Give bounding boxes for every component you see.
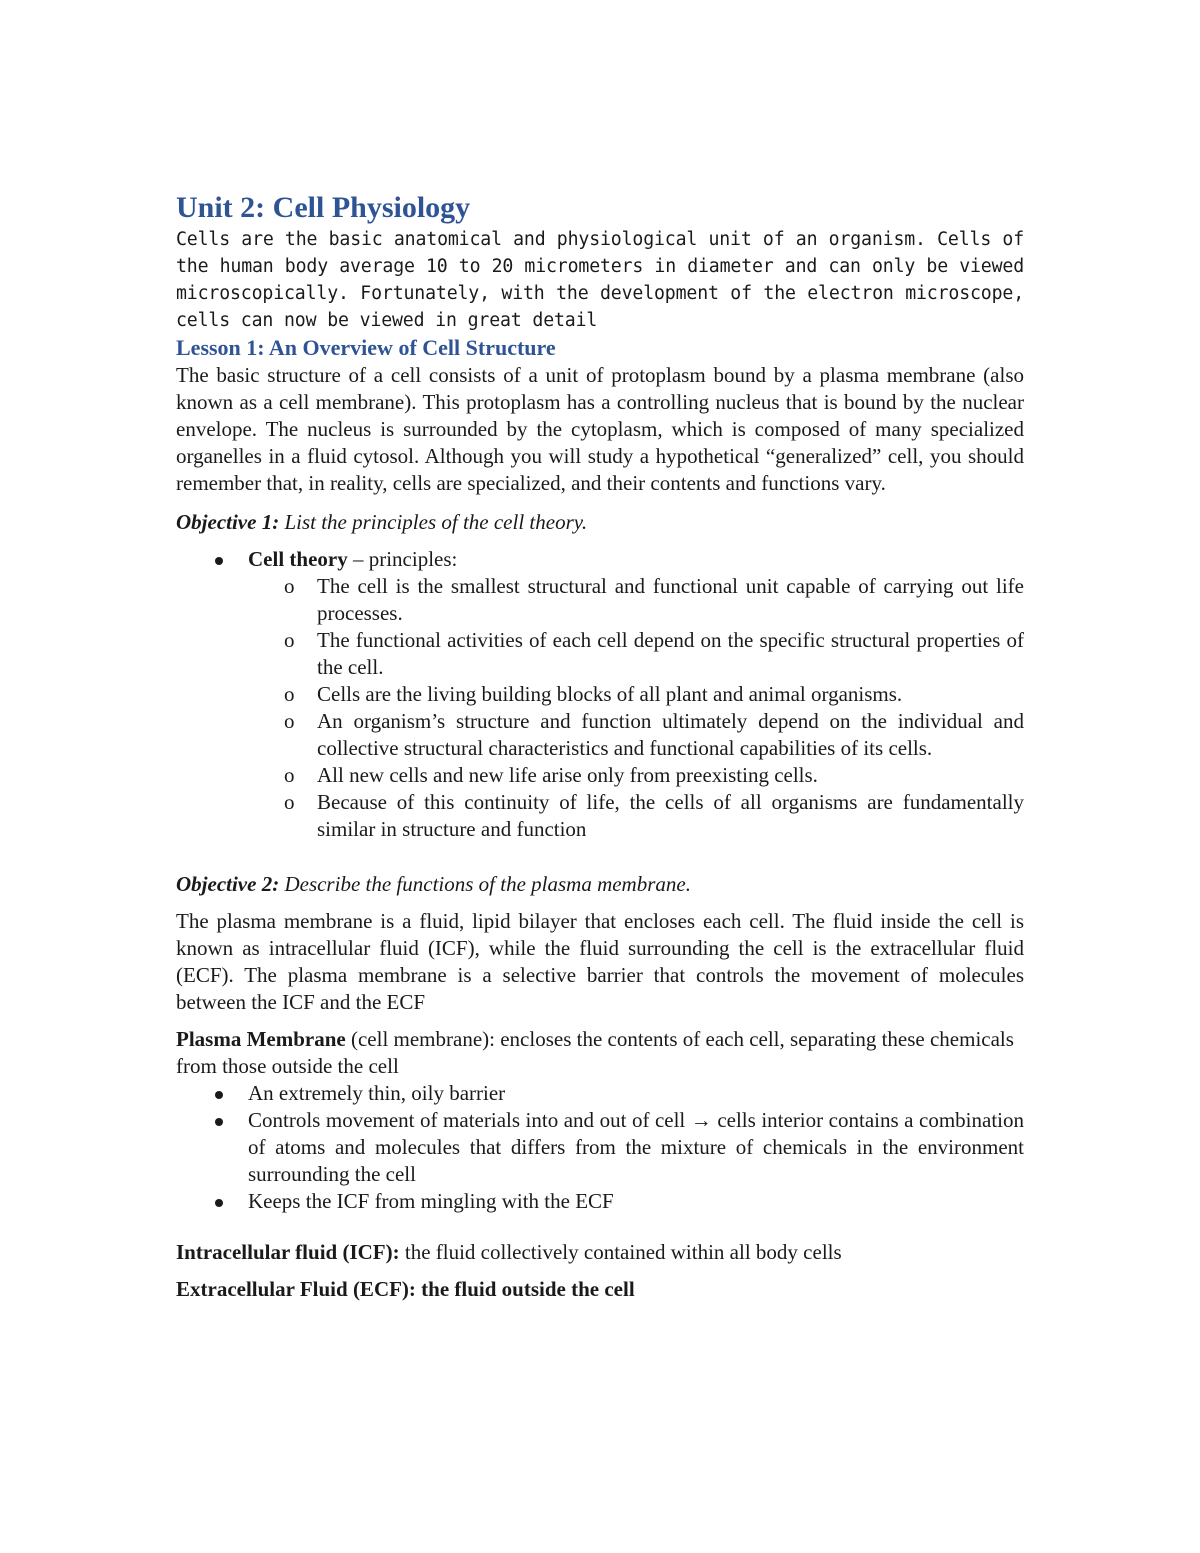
plasma-membrane-list <box>176 1080 1024 1215</box>
cell-theory-item <box>176 546 1024 573</box>
cell-theory-term: Cell theory <box>248 547 348 571</box>
control-item-after: cells interior contains a combination of atoms and molecules that differs from the mixture of chemicals in the environment surrounding the cell <box>248 1108 1024 1186</box>
control-item-before: Controls movement of materials into and out of cell <box>248 1108 691 1132</box>
membrane-paragraph: The plasma membrane is a fluid, lipid bilayer that encloses each cell. The fluid inside the cell is known as intracellular fluid (ICF), while the fluid surrounding the cell is the extracellular fluid (ECF). The plasma membrane is a selective barrier that controls the movement of molecules between the ICF and the ECF <box>176 909 1024 1014</box>
circle-bullet-icon: o <box>284 574 295 598</box>
lesson-1-paragraph: The basic structure of a cell consists of a unit of protoplasm bound by a plasma membrane (also known as a cell membrane). This protoplasm has a controlling nucleus that is bound by the nuclear envelope. The nucleus is surrounded by the cytoplasm, which is composed of many specialized organelles in a fluid cytosol. Although you will study a hypothetical “generalized” cell, you should remember that, in reality, cells are specialized, and their contents and functions vary. <box>176 363 1024 495</box>
bullet-icon <box>215 557 223 565</box>
bullet-icon <box>215 1199 223 1207</box>
document-page <box>176 190 1024 1313</box>
plasma-membrane-item <box>176 1107 1024 1188</box>
principle-text: The functional activities of each cell depend on the specific structural properties of the cell. <box>317 628 1024 679</box>
principle-text: Because of this continuity of life, the cells of all organisms are fundamentally similar in structure and function <box>317 790 1024 841</box>
objective-2 <box>176 871 1024 898</box>
circle-bullet-icon: o <box>284 682 295 706</box>
arrow-right-icon: → <box>690 1108 712 1132</box>
page-title: Unit 2: Cell Physiology <box>176 191 471 224</box>
circle-bullet-icon: o <box>284 709 295 733</box>
plasma-membrane-item <box>176 1080 1024 1107</box>
objective-1-text: List the principles of the cell theory. <box>279 510 588 534</box>
objective-2-label: Objective 2: <box>176 872 280 896</box>
principle-text: All new cells and new life arise only from preexisting cells. <box>317 763 818 787</box>
objective-1-label: Objective 1: <box>176 510 280 534</box>
lesson-1-heading: Lesson 1: An Overview of Cell Structure <box>176 335 556 360</box>
plasma-membrane-item <box>176 1188 1024 1215</box>
circle-bullet-icon: o <box>284 628 295 652</box>
cell-theory-rest: – principles: <box>347 547 458 571</box>
plasma-membrane-definition <box>176 1026 1024 1080</box>
cell-theory-principles <box>176 573 1024 843</box>
circle-bullet-icon: o <box>284 790 295 814</box>
principle-item <box>176 708 1024 762</box>
principle-item <box>176 627 1024 681</box>
principle-text: The cell is the smallest structural and functional unit capable of carrying out life processes. <box>317 574 1024 625</box>
principle-text: Cells are the living building blocks of all plant and animal organisms. <box>317 682 903 706</box>
plasma-membrane-term: Plasma Membrane <box>176 1027 346 1051</box>
ecf-definition <box>176 1276 1024 1303</box>
icf-definition <box>176 1239 1024 1266</box>
principle-text: An organism’s structure and function ultimately depend on the individual and collective structural characteristics and functional capabilities of its cells. <box>317 709 1024 760</box>
principle-item <box>176 681 1024 708</box>
principle-item <box>176 573 1024 627</box>
bullet-icon <box>215 1118 223 1126</box>
objective-2-text: Describe the functions of the plasma membrane. <box>279 872 691 896</box>
plasma-membrane-item-text: An extremely thin, oily barrier <box>248 1081 506 1105</box>
circle-bullet-icon: o <box>284 763 295 787</box>
ecf-term: Extracellular Fluid (ECF): the fluid outside the cell <box>176 1277 635 1301</box>
icf-rest: the fluid collectively contained within all body cells <box>399 1240 842 1264</box>
icf-term: Intracellular fluid (ICF): <box>176 1240 400 1264</box>
principle-item <box>176 762 1024 789</box>
plasma-membrane-rest: (cell membrane): encloses the contents of each cell, separating these chemicals from those outside the cell <box>176 1027 1014 1078</box>
principle-item <box>176 789 1024 843</box>
plasma-membrane-item-text: Keeps the ICF from mingling with the ECF <box>248 1189 614 1213</box>
cell-theory-list <box>176 546 1024 573</box>
intro-paragraph: Cells are the basic anatomical and physiological unit of an organism. Cells of the human body average 10 to 20 micrometers in diameter and can only be viewed microscopically. Fortunately, with the development of the electron microscope, cells can now be viewed in great detail <box>176 229 1024 331</box>
bullet-icon <box>215 1091 223 1099</box>
objective-1 <box>176 509 1024 536</box>
